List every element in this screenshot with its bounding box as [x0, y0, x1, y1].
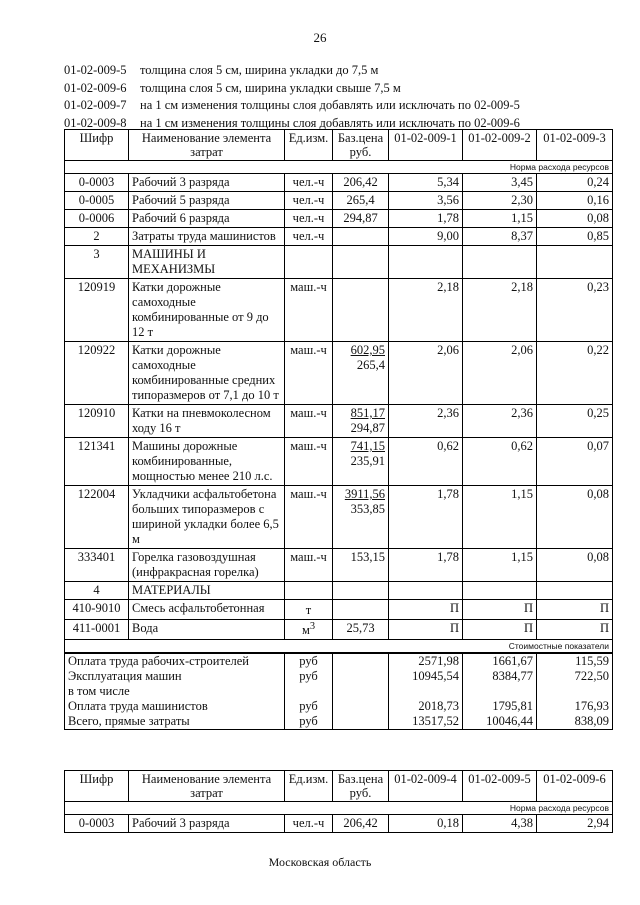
intro-line — [64, 62, 624, 80]
cell-unit: чел.-ч — [285, 228, 333, 246]
cell-price — [333, 279, 389, 342]
cell-value: 4,38 — [463, 815, 537, 833]
cell-value: 2,18 — [463, 279, 537, 342]
machinist-row — [65, 228, 613, 246]
cell-name: Катки на пневмоколесном ходу 16 т — [129, 405, 285, 438]
summary-value: 838,09 — [537, 714, 613, 730]
cell-empty — [463, 582, 537, 600]
summary-value: 2571,98 — [389, 653, 463, 669]
intro-code: 01-02-009-5 — [64, 63, 127, 77]
cell-price — [333, 405, 389, 438]
cell-price — [333, 600, 389, 620]
cell-value: 0,22 — [537, 342, 613, 405]
cell-price — [333, 228, 389, 246]
cell-price: 206,42 — [333, 815, 389, 833]
cell-code: 0-0003 — [65, 174, 129, 192]
unit-text: т — [305, 603, 312, 618]
cell-name: Горелка газовоздушная (инфракрасная горелка) — [129, 549, 285, 582]
section-title: МАТЕРИАЛЫ — [129, 582, 285, 600]
cell-value: 3,45 — [463, 174, 537, 192]
cell-value: 2,94 — [537, 815, 613, 833]
header-col-1: 01-02-009-1 — [389, 130, 463, 161]
cell-code: 2 — [65, 228, 129, 246]
price-main: 851,17 — [350, 406, 385, 420]
cell-value: 9,00 — [389, 228, 463, 246]
table-row — [65, 405, 613, 438]
cell-empty — [285, 582, 333, 600]
cell-value: 1,78 — [389, 210, 463, 228]
intro-code: 01-02-009-6 — [64, 80, 127, 95]
section-code: 4 — [65, 582, 129, 600]
cell-value: 1,78 — [389, 549, 463, 582]
intro-text: на 1 см изменения толщины слоя добавлять или исключать по 02-009-5 — [140, 98, 520, 112]
cell-empty — [333, 684, 389, 699]
summary-name: в том числе — [65, 684, 285, 699]
summary-unit — [285, 684, 333, 699]
page-number: 26 — [313, 30, 327, 45]
cell-price: 265,4 — [333, 192, 389, 210]
section-row-machines — [65, 246, 613, 279]
table-row — [65, 620, 613, 640]
intro-line — [64, 80, 624, 98]
summary-name: Оплата труда рабочих-строителей — [65, 653, 285, 669]
header-col-2: 01-02-009-5 — [463, 771, 537, 802]
summary-value — [463, 684, 537, 699]
table-row — [65, 600, 613, 620]
cell-unit: чел.-ч — [285, 815, 333, 833]
summary-unit: руб — [285, 699, 333, 714]
cell-code: 122004 — [65, 486, 129, 549]
intro-text: на 1 см изменения толщины слоя добавлять или исключать по 02-009-6 — [140, 115, 520, 130]
cell-value: 0,85 — [537, 228, 613, 246]
cell-value: 0,62 — [463, 438, 537, 486]
cell-code: 120910 — [65, 405, 129, 438]
cell-value: 0,07 — [537, 438, 613, 486]
summary-row — [65, 684, 613, 699]
cell-price: 153,15 — [333, 549, 389, 582]
summary-name: Эксплуатация машин — [65, 669, 285, 684]
summary-row — [65, 714, 613, 730]
cell-value: 2,06 — [463, 342, 537, 405]
summary-row — [65, 653, 613, 669]
table-row — [65, 549, 613, 582]
norm-label: Норма расхода ресурсов — [65, 802, 613, 815]
cell-unit: маш.-ч — [285, 405, 333, 438]
page-footer: Московская область — [268, 855, 372, 869]
header-col-3: 01-02-009-3 — [537, 130, 613, 161]
cell-price — [333, 342, 389, 405]
cell-value: 2,30 — [463, 192, 537, 210]
summary-value: 10945,54 — [389, 669, 463, 684]
cell-name: Рабочий 3 разряда — [129, 815, 285, 833]
summary-unit: руб — [285, 653, 333, 669]
summary-value: 8384,77 — [463, 669, 537, 684]
section-row-materials — [65, 582, 613, 600]
cell-value: 1,78 — [389, 486, 463, 549]
norm-label-row — [65, 802, 613, 815]
intro-code: 01-02-009-8 — [64, 115, 127, 130]
cell-code: 120919 — [65, 279, 129, 342]
summary-value: 10046,44 — [463, 714, 537, 730]
intro-line — [64, 97, 624, 115]
cost-label: Стоимостные показатели — [65, 640, 613, 654]
summary-value: 13517,52 — [389, 714, 463, 730]
cell-value: П — [389, 600, 463, 620]
cell-value: 3,56 — [389, 192, 463, 210]
cell-empty — [333, 669, 389, 684]
cell-empty — [333, 582, 389, 600]
table-header-row — [65, 771, 613, 802]
cell-code: 0-0003 — [65, 815, 129, 833]
cost-label-row — [65, 640, 613, 654]
cell-value: 1,15 — [463, 210, 537, 228]
price-sub: 235,91 — [350, 454, 385, 468]
resource-table-2 — [64, 770, 613, 833]
cell-value: П — [389, 620, 463, 640]
cell-value: 0,08 — [537, 486, 613, 549]
cell-empty — [389, 582, 463, 600]
cell-value: 0,23 — [537, 279, 613, 342]
table-row — [65, 486, 613, 549]
cell-value: 2,18 — [389, 279, 463, 342]
cell-value: 2,06 — [389, 342, 463, 405]
cell-price: 25,73 — [333, 620, 389, 640]
price-sub: 265,4 — [356, 358, 385, 372]
cell-price: 206,42 — [333, 174, 389, 192]
cell-empty — [389, 246, 463, 279]
cell-value: 0,62 — [389, 438, 463, 486]
summary-value — [389, 684, 463, 699]
cell-code: 411-0001 — [65, 620, 129, 640]
header-name: Наименование элемента затрат — [129, 771, 285, 802]
section-code: 3 — [65, 246, 129, 279]
price-sub: 353,85 — [350, 502, 385, 516]
table-row — [65, 342, 613, 405]
summary-value: 1661,67 — [463, 653, 537, 669]
cell-unit: маш.-ч — [285, 549, 333, 582]
cell-value: П — [537, 600, 613, 620]
header-col-3: 01-02-009-6 — [537, 771, 613, 802]
unit-sup: 3 — [309, 621, 316, 633]
cell-code: 0-0006 — [65, 210, 129, 228]
cell-empty — [333, 246, 389, 279]
cell-unit: маш.-ч — [285, 279, 333, 342]
cell-value: 2,36 — [463, 405, 537, 438]
cell-code: 120922 — [65, 342, 129, 405]
cell-value: 0,25 — [537, 405, 613, 438]
price-sub: 294,87 — [350, 421, 385, 435]
table-row — [65, 815, 613, 833]
cell-value: 2,36 — [389, 405, 463, 438]
cell-value: 0,18 — [389, 815, 463, 833]
cell-price — [333, 438, 389, 486]
cell-name: Укладчики асфальтобетона больших типоразмеров с шириной укладки более 6,5 м — [129, 486, 285, 549]
intro-text: толщина слоя 5 см, ширина укладки до 7,5 м — [140, 63, 379, 77]
cell-name: Рабочий 5 разряда — [129, 192, 285, 210]
cell-unit — [285, 600, 333, 620]
price-main: 602,95 — [350, 343, 385, 357]
table-row — [65, 210, 613, 228]
cell-empty — [333, 653, 389, 669]
cell-name: Катки дорожные самоходные комбинированные от 9 до 12 т — [129, 279, 285, 342]
cell-empty — [537, 582, 613, 600]
summary-value — [537, 684, 613, 699]
cell-name: Смесь асфальтобетонная — [129, 600, 285, 620]
cell-code: 0-0005 — [65, 192, 129, 210]
price-main: 741,15 — [350, 439, 385, 453]
cell-value: П — [463, 620, 537, 640]
cell-value: 0,08 — [537, 210, 613, 228]
cell-empty — [537, 246, 613, 279]
header-unit: Ед.изм. — [285, 130, 333, 161]
cell-empty — [333, 699, 389, 714]
norm-label-row — [65, 161, 613, 174]
cell-empty — [463, 246, 537, 279]
cell-value: 8,37 — [463, 228, 537, 246]
cell-unit — [285, 620, 333, 640]
summary-value: 1795,81 — [463, 699, 537, 714]
summary-value: 176,93 — [537, 699, 613, 714]
cell-unit: чел.-ч — [285, 174, 333, 192]
cell-name: Вода — [129, 620, 285, 640]
cell-code: 410-9010 — [65, 600, 129, 620]
header-price: Баз.цена руб. — [333, 771, 389, 802]
summary-unit: руб — [285, 669, 333, 684]
header-code: Шифр — [65, 130, 129, 161]
summary-value: 722,50 — [537, 669, 613, 684]
cell-price — [333, 486, 389, 549]
table-row — [65, 438, 613, 486]
cell-name: Машины дорожные комбинированные, мощностью менее 210 л.с. — [129, 438, 285, 486]
intro-code: 01-02-009-7 — [64, 98, 127, 112]
table-header-row — [65, 130, 613, 161]
summary-name: Оплата труда машинистов — [65, 699, 285, 714]
header-col-1: 01-02-009-4 — [389, 771, 463, 802]
cell-name: Рабочий 6 разряда — [129, 210, 285, 228]
intro-list — [64, 62, 624, 132]
header-col-2: 01-02-009-2 — [463, 130, 537, 161]
cell-value: 1,15 — [463, 486, 537, 549]
cell-unit: чел.-ч — [285, 192, 333, 210]
cell-unit: маш.-ч — [285, 342, 333, 405]
intro-text: толщина слоя 5 см, ширина укладки свыше 7,5 м — [140, 80, 401, 95]
cell-value: 0,08 — [537, 549, 613, 582]
cell-name: Катки дорожные самоходные комбинированные средних типоразмеров от 7,1 до 10 т — [129, 342, 285, 405]
norm-label: Норма расхода ресурсов — [65, 161, 613, 174]
cell-unit: маш.-ч — [285, 486, 333, 549]
price-main: 3911,56 — [344, 487, 385, 501]
resource-table-1 — [64, 129, 613, 730]
header-unit: Ед.изм. — [285, 771, 333, 802]
cell-value: П — [463, 600, 537, 620]
header-price: Баз.цена руб. — [333, 130, 389, 161]
cell-value: 0,16 — [537, 192, 613, 210]
summary-unit: руб — [285, 714, 333, 730]
cell-name: Затраты труда машинистов — [129, 228, 285, 246]
table-row — [65, 192, 613, 210]
unit-text: м — [301, 623, 310, 638]
cell-code: 121341 — [65, 438, 129, 486]
table-row — [65, 174, 613, 192]
summary-value: 2018,73 — [389, 699, 463, 714]
cell-price: 294,87 — [333, 210, 389, 228]
cell-value: 5,34 — [389, 174, 463, 192]
cell-empty — [285, 246, 333, 279]
cell-unit: маш.-ч — [285, 438, 333, 486]
cell-unit: чел.-ч — [285, 210, 333, 228]
summary-row — [65, 699, 613, 714]
table-row — [65, 279, 613, 342]
cell-value: 1,15 — [463, 549, 537, 582]
summary-value: 115,59 — [537, 653, 613, 669]
cell-code: 333401 — [65, 549, 129, 582]
summary-row — [65, 669, 613, 684]
header-name: Наименование элемента затрат — [129, 130, 285, 161]
section-title: МАШИНЫ И МЕХАНИЗМЫ — [129, 246, 285, 279]
summary-name: Всего, прямые затраты — [65, 714, 285, 730]
cell-empty — [333, 714, 389, 730]
header-code: Шифр — [65, 771, 129, 802]
cell-value: 0,24 — [537, 174, 613, 192]
cell-name: Рабочий 3 разряда — [129, 174, 285, 192]
cell-value: П — [537, 620, 613, 640]
